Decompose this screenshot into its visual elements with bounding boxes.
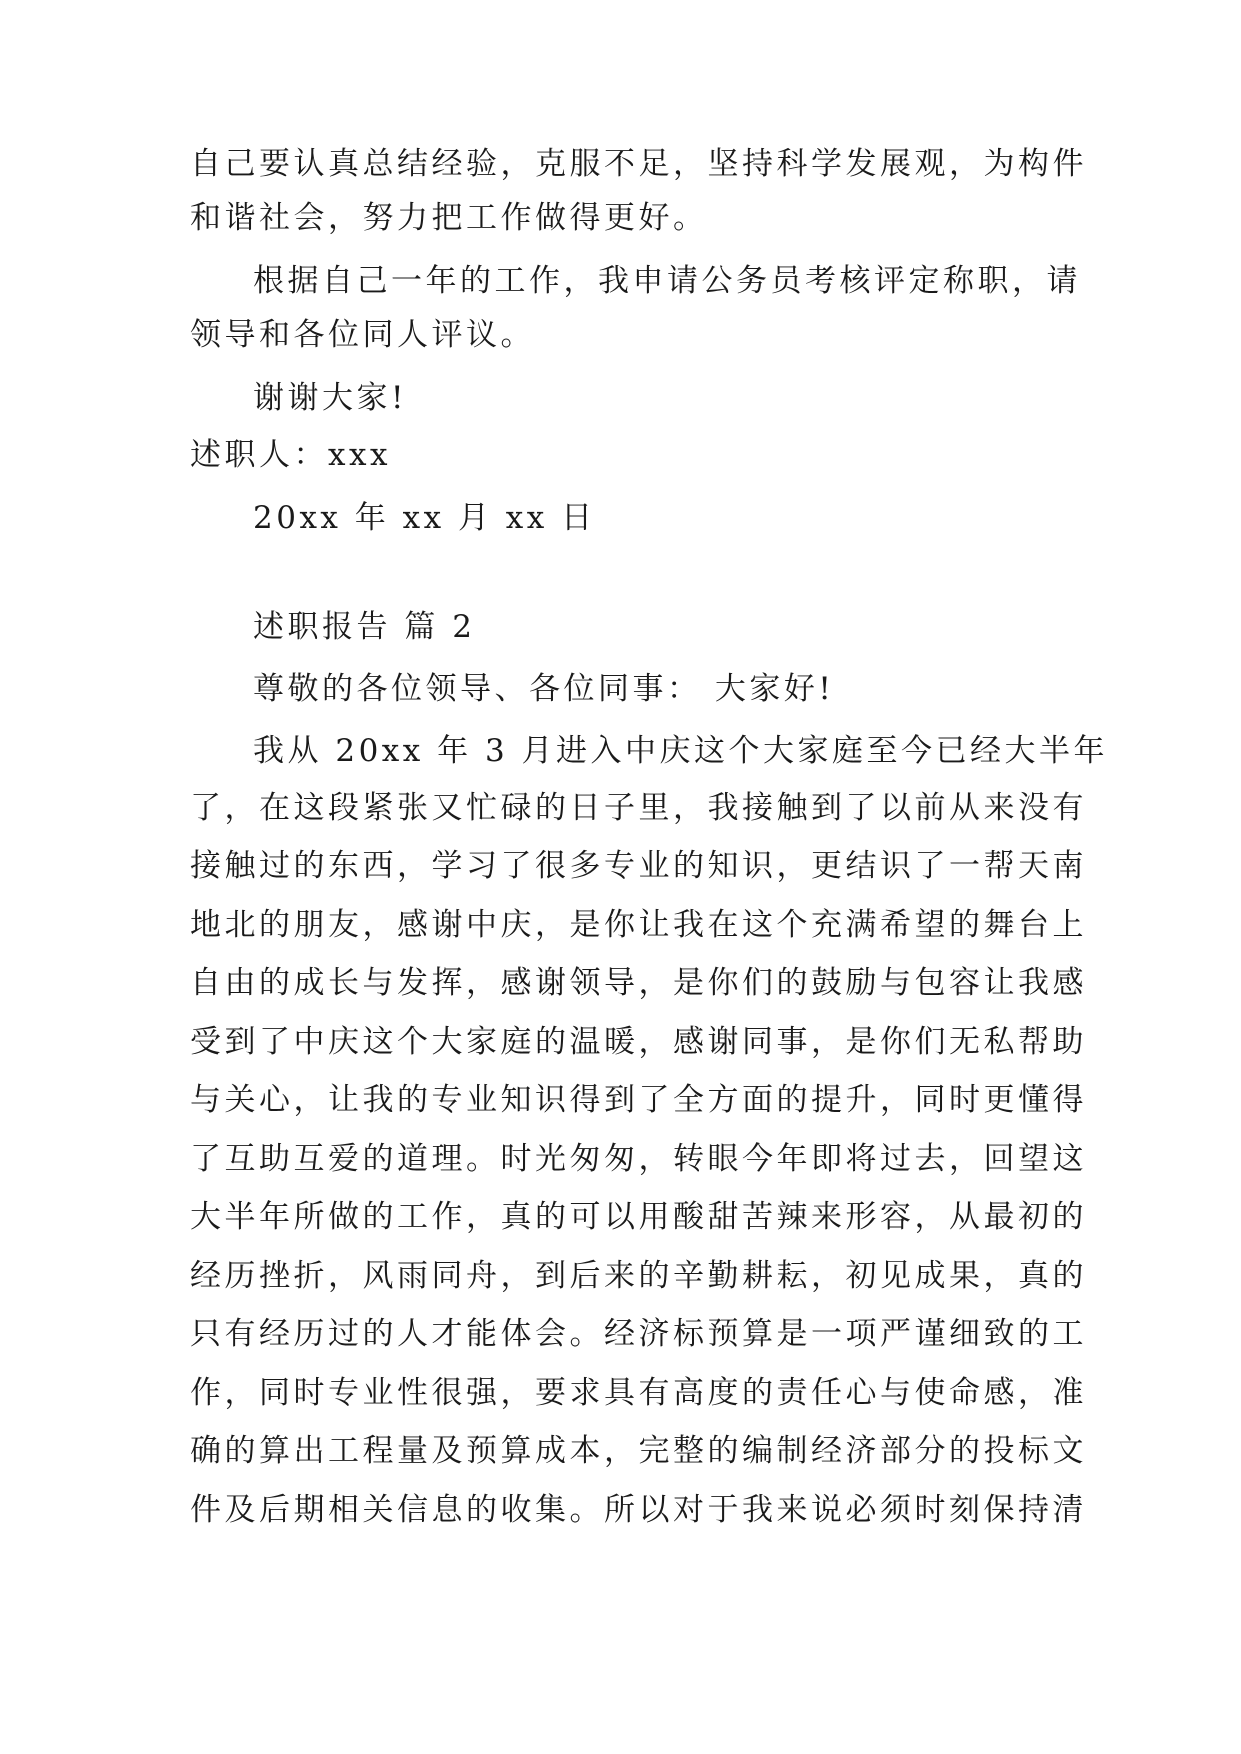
paragraph-line-4: 领导和各位同人评议。 [190,317,535,353]
reporter-line: 述职人：xxx [190,437,391,473]
body-line-3: 接触过的东西，学习了很多专业的知识，更结识了一帮天南 [190,848,1087,884]
greeting-line: 尊敬的各位领导、各位同事： 大家好! [253,671,835,707]
body-line-1: 我从 20xx 年 3 月进入中庆这个大家庭至今已经大半年 [253,733,1109,769]
body-line-13: 确的算出工程量及预算成本，完整的编制经济部分的投标文 [190,1433,1087,1469]
paragraph-line-3: 根据自己一年的工作，我申请公务员考核评定称职，请 [253,263,1081,299]
body-line-7: 与关心，让我的专业知识得到了全方面的提升，同时更懂得 [190,1082,1087,1118]
paragraph-line-1: 自己要认真总结经验，克服不足，坚持科学发展观，为构件 [190,146,1087,182]
body-line-5: 自由的成长与发挥，感谢领导，是你们的鼓励与包容让我感 [190,965,1087,1001]
body-line-12: 作，同时专业性很强，要求具有高度的责任心与使命感，准 [190,1375,1087,1411]
body-line-2: 了，在这段紧张又忙碌的日子里，我接触到了以前从来没有 [190,790,1087,826]
date-line: 20xx 年 xx 月 xx 日 [253,500,596,536]
thanks-line: 谢谢大家! [253,380,407,416]
paragraph-line-2: 和谐社会，努力把工作做得更好。 [190,200,708,236]
body-line-10: 经历挫折，风雨同舟，到后来的辛勤耕耘，初见成果，真的 [190,1258,1087,1294]
body-line-11: 只有经历过的人才能体会。经济标预算是一项严谨细致的工 [190,1316,1087,1352]
body-line-6: 受到了中庆这个大家庭的温暖，感谢同事，是你们无私帮助 [190,1024,1087,1060]
section-heading: 述职报告 篇 2 [253,609,476,645]
body-line-8: 了互助互爱的道理。时光匆匆，转眼今年即将过去，回望这 [190,1141,1087,1177]
body-line-9: 大半年所做的工作，真的可以用酸甜苦辣来形容，从最初的 [190,1199,1087,1235]
body-line-4: 地北的朋友，感谢中庆，是你让我在这个充满希望的舞台上 [190,907,1087,943]
body-line-14: 件及后期相关信息的收集。所以对于我来说必须时刻保持清 [190,1492,1087,1528]
